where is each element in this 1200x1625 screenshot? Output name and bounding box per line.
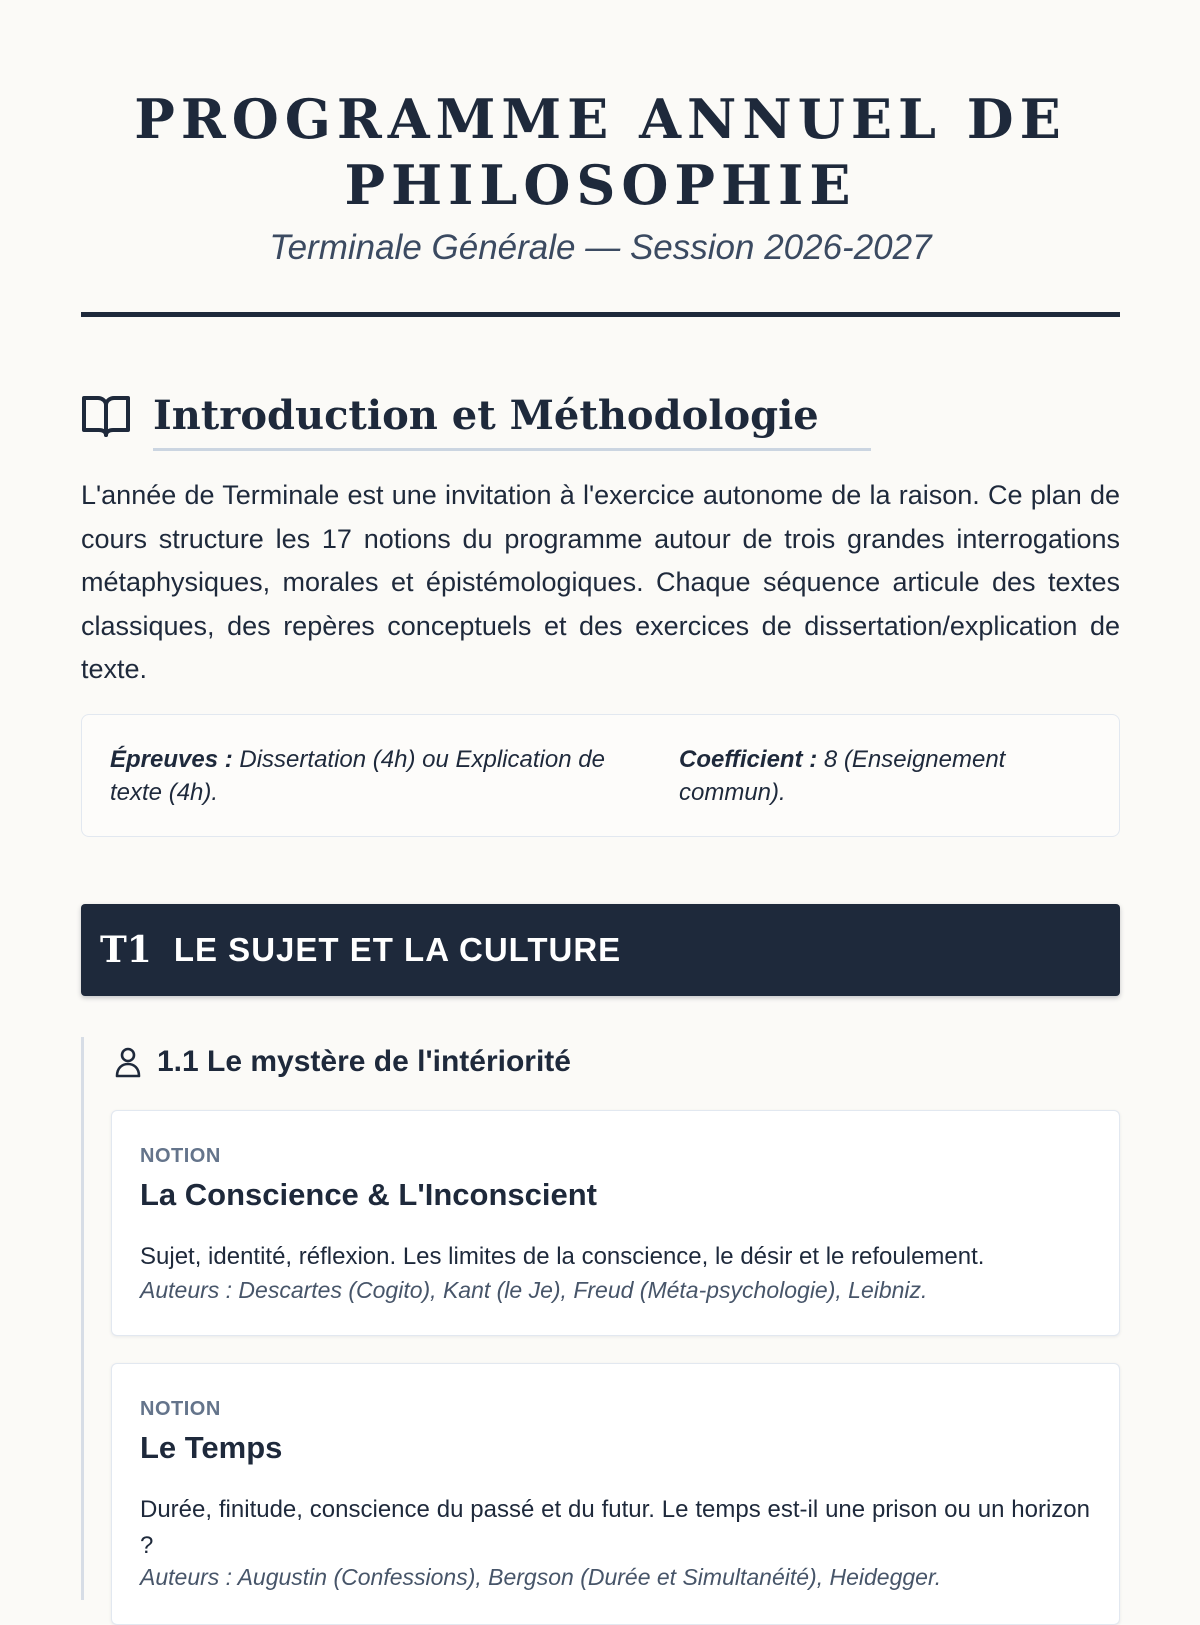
- document-subtitle: Terminale Générale — Session 2026-2027: [269, 228, 932, 267]
- exam-info: [110, 743, 650, 809]
- document-title: PROGRAMME ANNUEL DE PHILOSOPHIE: [134, 87, 1067, 217]
- notion-label: NOTION: [140, 1145, 221, 1167]
- intro-heading: [81, 388, 871, 444]
- subsection-rail: [81, 1037, 84, 1600]
- coefficient-value: 8 (Enseignement commun).: [679, 746, 1006, 806]
- theme-code: T1: [100, 929, 152, 971]
- book-open-icon: [81, 393, 131, 439]
- intro-underline: [153, 448, 871, 451]
- theme-title: LE SUJET ET LA CULTURE: [173, 931, 622, 968]
- header-divider: [81, 312, 1120, 317]
- subsection-heading: [113, 1042, 571, 1082]
- intro-paragraph: L'année de Terminale est une invitation à l'exercice autonome de la raison. Ce plan de cours structure les 17 notions du programme autour de trois grandes interrogations métaphysiques, morales et épistémologiques. Chaque séquence articule des textes classiques, des repères conceptuels et des exercices de dissertation/explication de texte.: [81, 480, 1120, 684]
- coefficient-info: [679, 743, 1059, 809]
- notion-card: [111, 1110, 1120, 1336]
- notion-description: Durée, finitude, conscience du passé et du futur. Le temps est-il une prison ou un horizon ?: [140, 1496, 1090, 1559]
- notion-label: NOTION: [140, 1398, 221, 1420]
- notion-card: [111, 1363, 1120, 1625]
- exam-label: Épreuves :: [110, 746, 233, 773]
- coefficient-label: Coefficient :: [679, 746, 818, 773]
- intro-title-wrap: [153, 393, 871, 439]
- intro-title: Introduction et Méthodologie: [153, 392, 819, 439]
- notion-authors: Auteurs : Augustin (Confessions), Bergson (Durée et Simultanéité), Heidegger.: [140, 1564, 942, 1590]
- exam-value: Dissertation (4h) ou Explication de texte (4h).: [110, 746, 605, 806]
- theme-header-bar: [81, 904, 1120, 996]
- notion-name: La Conscience & L'Inconscient: [140, 1177, 597, 1212]
- person-icon: [113, 1046, 143, 1078]
- notion-authors: Auteurs : Descartes (Cogito), Kant (le Je), Freud (Méta-psychologie), Leibniz.: [140, 1277, 928, 1303]
- exam-info-box: [81, 714, 1120, 837]
- notion-name: Le Temps: [140, 1430, 283, 1465]
- notion-description: Sujet, identité, réflexion. Les limites de la conscience, le désir et le refoulement.: [140, 1243, 985, 1270]
- subsection-title: 1.1 Le mystère de l'intériorité: [157, 1045, 571, 1078]
